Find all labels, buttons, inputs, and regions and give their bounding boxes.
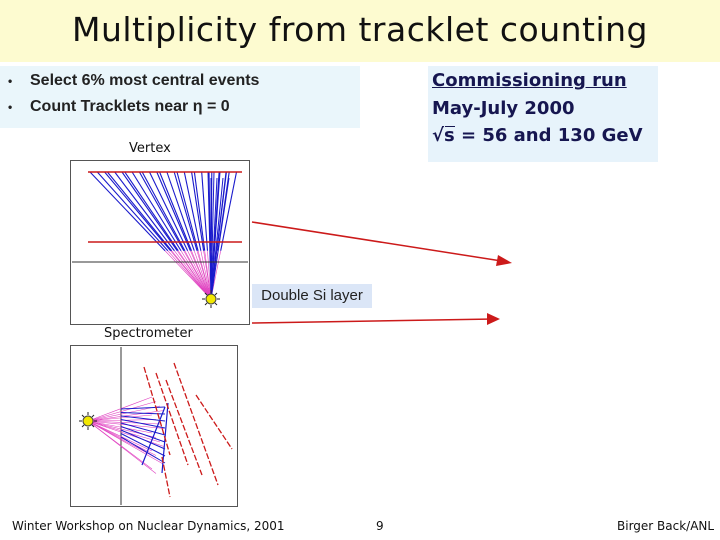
spectrometer-label: Spectrometer xyxy=(104,326,193,341)
sqrt-s-symbol: √s xyxy=(432,125,455,146)
bullet-dot-icon: • xyxy=(8,100,13,114)
energy-value: = 56 and 130 GeV xyxy=(454,125,643,146)
bullet-item xyxy=(8,98,230,116)
vertex-label: Vertex xyxy=(129,141,171,156)
bullet-text: Select 6% most central events xyxy=(30,72,260,89)
run-title: Commissioning run xyxy=(432,70,627,91)
arrows-overlay xyxy=(240,200,520,330)
run-period: May-July 2000 xyxy=(432,98,575,119)
spectrometer-event-display xyxy=(70,345,238,507)
footer-author: Birger Back/ANL xyxy=(617,519,715,533)
arrow-head-icon xyxy=(487,313,500,325)
double-si-layer-label: Double Si layer xyxy=(252,284,372,308)
bullet-dot-icon: • xyxy=(8,74,13,88)
slide-title: Multiplicity from tracklet counting xyxy=(71,10,649,49)
bullet-text: Count Tracklets near η = 0 xyxy=(30,98,230,115)
run-info-box xyxy=(428,66,658,162)
arrow-head-icon xyxy=(496,255,512,266)
bullet-list xyxy=(0,66,360,128)
arrow-line-upper xyxy=(252,222,508,262)
vertex-event-display xyxy=(70,160,250,325)
bullet-item xyxy=(8,72,259,90)
footer-workshop: Winter Workshop on Nuclear Dynamics, 2001 xyxy=(12,519,285,533)
arrow-line-lower xyxy=(252,319,494,323)
run-energy xyxy=(432,125,643,146)
footer-page-number: 9 xyxy=(376,519,384,533)
